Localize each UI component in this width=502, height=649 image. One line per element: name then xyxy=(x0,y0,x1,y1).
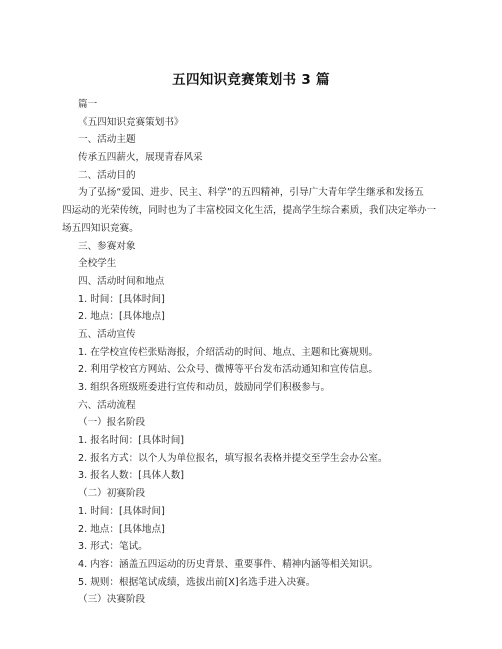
body-line: 为了弘扬“爱国、进步、民主、科学”的五四精神，引导广大青年学生继承和发扬五 xyxy=(78,187,424,199)
body-line: 四运动的光荣传统，同时也为了丰富校园文化生活，提高学生综合素质，我们决定举办一 xyxy=(62,205,437,217)
list-item: 4. 内容：涵盖五四运动的历史背景、重要事件、精神内涵等相关知识。 xyxy=(78,558,379,570)
doc-subtitle: 《五四知识竞赛策划书》 xyxy=(78,116,184,128)
list-item: 1. 在学校宣传栏张贴海报，介绍活动的时间、地点、主题和比赛规则。 xyxy=(78,346,379,358)
subheading-registration: （一）报名阶段 xyxy=(78,417,146,429)
heading-participants: 三、参赛对象 xyxy=(78,240,136,252)
list-item: 2. 地点：[具体地点] xyxy=(78,311,165,323)
list-item: 2. 利用学校官方网站、公众号、微博等平台发布活动通知和宣传信息。 xyxy=(78,364,379,376)
list-item: 1. 报名时间：[具体时间] xyxy=(78,435,185,447)
body-line: 场五四知识竞赛。 xyxy=(62,222,139,234)
heading-theme: 一、活动主题 xyxy=(78,134,136,146)
document-title: 五四知识竞赛策划书 3 篇 xyxy=(172,72,330,88)
heading-purpose: 二、活动目的 xyxy=(78,169,136,181)
list-item: 1. 时间：[具体时间] xyxy=(78,505,165,517)
body-line: 全校学生 xyxy=(78,258,117,270)
heading-publicity: 五、活动宣传 xyxy=(78,328,136,340)
list-item: 3. 组织各班级班委进行宣传和动员，鼓励同学们积极参与。 xyxy=(78,382,331,393)
document-body xyxy=(62,96,442,609)
list-item: 2. 报名方式：以个人为单位报名，填写报名表格并提交至学生会办公室。 xyxy=(78,452,388,464)
section-label: 篇一 xyxy=(78,99,98,110)
list-item: 1. 时间：[具体时间] xyxy=(78,293,165,305)
subheading-preliminary: （二）初赛阶段 xyxy=(78,488,146,500)
heading-time-place: 四、活动时间和地点 xyxy=(78,275,165,287)
list-item: 5. 规则：根据笔试成绩，选拔出前[X]名选手进入决赛。 xyxy=(78,576,316,588)
list-item: 3. 形式：笔试。 xyxy=(78,541,148,553)
body-line: 传承五四薪火，展现青春风采 xyxy=(78,152,203,164)
list-item: 3. 报名人数：[具体人数] xyxy=(78,470,185,482)
subheading-final: （三）决赛阶段 xyxy=(78,594,146,606)
heading-process: 六、活动流程 xyxy=(78,399,136,411)
list-item: 2. 地点：[具体地点] xyxy=(78,523,165,535)
